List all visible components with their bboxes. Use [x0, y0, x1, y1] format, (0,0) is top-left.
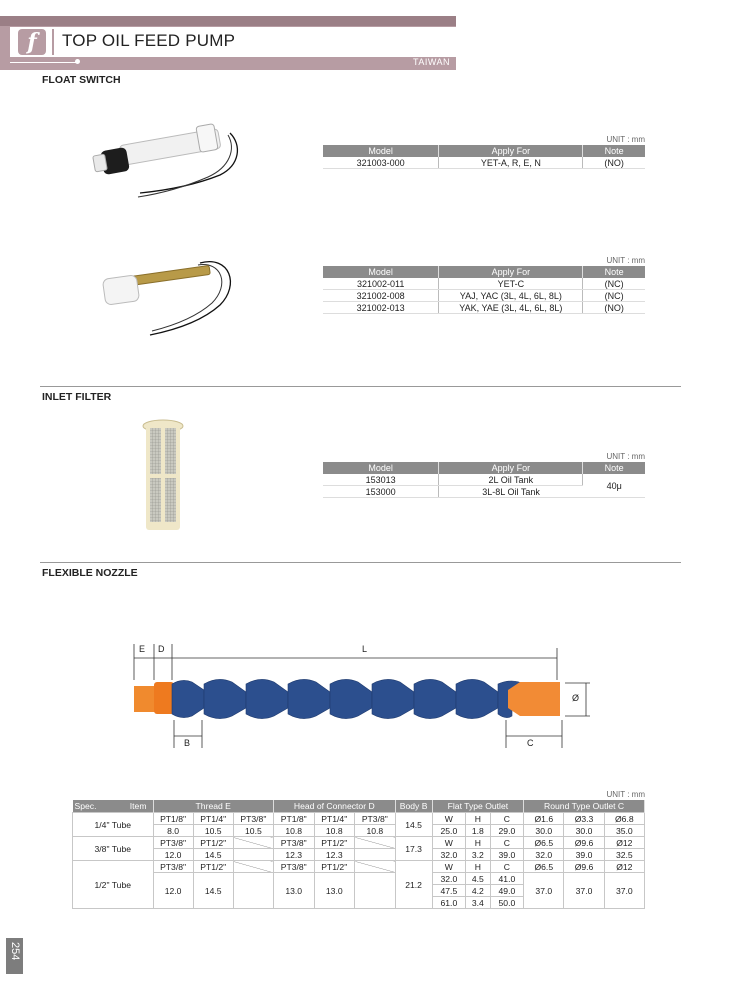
- empty-cell: [355, 873, 396, 909]
- thread-value-cell: 10.5: [233, 825, 273, 837]
- column-header-body: Body B: [395, 800, 432, 813]
- round-value-cell: 37.0: [564, 873, 604, 909]
- flat-value-cell: 32.0: [432, 873, 466, 885]
- table-row: [73, 813, 645, 825]
- flat-value-cell: 4.5: [466, 873, 490, 885]
- unit-label-3: UNIT : mm: [606, 452, 645, 461]
- empty-cell: [355, 837, 396, 849]
- thread-spec-cell: PT1/4": [193, 813, 233, 825]
- section-divider: [40, 562, 681, 563]
- dimension-label-d: D: [158, 644, 165, 654]
- page-title: TOP OIL FEED PUMP: [62, 31, 236, 50]
- header-accent-dot: [75, 59, 80, 64]
- thread-spec-cell: PT3/8": [153, 837, 193, 849]
- column-header-apply-for: Apply For: [439, 266, 583, 278]
- thread-value-cell: 14.5: [193, 849, 233, 861]
- column-header-note: Note: [583, 145, 645, 157]
- table-row: [323, 157, 645, 169]
- round-header-cell: Ø12: [604, 837, 644, 849]
- head-spec-cell: PT1/2": [314, 837, 355, 849]
- table-row: [73, 849, 645, 861]
- round-value-cell: 30.0: [564, 825, 604, 837]
- model-cell: 321002-013: [323, 302, 439, 314]
- head-spec-cell: PT3/8": [273, 837, 314, 849]
- column-header-note: Note: [583, 462, 645, 474]
- float-switch-image-1: [80, 115, 245, 200]
- head-spec-cell: PT3/8": [355, 813, 396, 825]
- column-header-round: Round Type Outlet C: [524, 800, 645, 813]
- table-row: [323, 278, 645, 290]
- round-value-cell: 39.0: [564, 849, 604, 861]
- column-header-apply-for: Apply For: [439, 145, 583, 157]
- flat-value-cell: 3.2: [466, 849, 490, 861]
- thread-value-cell: 12.0: [153, 873, 193, 909]
- round-header-cell: Ø3.3: [564, 813, 604, 825]
- round-value-cell: 32.0: [524, 849, 564, 861]
- round-header-cell: Ø1.6: [524, 813, 564, 825]
- apply-cell: YET-C: [439, 278, 583, 290]
- note-cell: 40μ: [583, 474, 645, 498]
- flat-value-cell: 3.4: [466, 897, 490, 909]
- head-value-cell: 13.0: [273, 873, 314, 909]
- float-switch-table-1: [323, 145, 645, 169]
- empty-cell: [233, 849, 273, 861]
- flat-value-cell: 25.0: [432, 825, 466, 837]
- column-header-head: Head of Connector D: [273, 800, 395, 813]
- flat-header-cell: H: [466, 837, 490, 849]
- apply-cell: YAJ, YAC (3L, 4L, 6L, 8L): [439, 290, 583, 302]
- unit-label-4: UNIT : mm: [606, 790, 645, 799]
- empty-cell: [355, 849, 396, 861]
- flat-value-cell: 39.0: [490, 849, 524, 861]
- empty-cell: [355, 861, 396, 873]
- spec-label: Spec.: [74, 801, 97, 811]
- spec-name-cell: 1/2" Tube: [73, 861, 154, 909]
- table-row: [73, 837, 645, 849]
- section-title-inlet-filter: INLET FILTER: [42, 391, 112, 403]
- round-value-cell: 37.0: [604, 873, 644, 909]
- thread-spec-cell: PT1/2": [193, 861, 233, 873]
- header-accent-line: [10, 62, 76, 63]
- flat-value-cell: 41.0: [490, 873, 524, 885]
- column-header-apply-for: Apply For: [439, 462, 583, 474]
- column-header-spec-item: [73, 800, 154, 813]
- body-cell: 21.2: [395, 861, 432, 909]
- round-value-cell: 32.5: [604, 849, 644, 861]
- unit-label-1: UNIT : mm: [606, 135, 645, 144]
- head-value-cell: 10.8: [355, 825, 396, 837]
- head-spec-cell: PT3/8": [273, 861, 314, 873]
- float-switch-image-2: [90, 255, 240, 340]
- thread-value-cell: 14.5: [193, 873, 233, 909]
- round-header-cell: Ø9.6: [564, 837, 604, 849]
- apply-cell: YAK, YAE (3L, 4L, 6L, 8L): [439, 302, 583, 314]
- page-number-tab: [6, 938, 22, 974]
- head-spec-cell: PT1/8": [273, 813, 314, 825]
- flat-header-cell: C: [490, 861, 524, 873]
- round-value-cell: 35.0: [604, 825, 644, 837]
- table-row: [73, 861, 645, 873]
- body-cell: 14.5: [395, 813, 432, 837]
- model-cell: 321002-008: [323, 290, 439, 302]
- column-header-thread: Thread E: [153, 800, 273, 813]
- dimension-label-diameter: Ø: [572, 693, 580, 703]
- model-cell: 321003-000: [323, 157, 439, 169]
- note-cell: (NO): [583, 302, 645, 314]
- apply-cell: YET-A, R, E, N: [439, 157, 583, 169]
- flat-value-cell: 4.2: [466, 885, 490, 897]
- round-header-cell: Ø9.6: [564, 861, 604, 873]
- round-header-cell: Ø6.8: [604, 813, 644, 825]
- model-cell: 153000: [323, 486, 439, 498]
- flat-value-cell: 50.0: [490, 897, 524, 909]
- table-row: [323, 474, 645, 486]
- thread-spec-cell: PT3/8": [233, 813, 273, 825]
- column-header-flat: Flat Type Outlet: [432, 800, 524, 813]
- round-value-cell: 30.0: [524, 825, 564, 837]
- round-header-cell: Ø12: [604, 861, 644, 873]
- empty-cell: [233, 837, 273, 849]
- head-spec-cell: PT1/2": [314, 861, 355, 873]
- thread-spec-cell: PT1/2": [193, 837, 233, 849]
- head-value-cell: 12.3: [273, 849, 314, 861]
- apply-cell: 3L-8L Oil Tank: [439, 486, 583, 498]
- model-cell: 321002-011: [323, 278, 439, 290]
- header-top-strip: [0, 16, 456, 26]
- column-header-model: Model: [323, 145, 439, 157]
- apply-cell: 2L Oil Tank: [439, 474, 583, 486]
- flat-header-cell: H: [466, 861, 490, 873]
- dimension-label-e: E: [139, 644, 146, 654]
- flat-header-cell: W: [432, 837, 466, 849]
- float-switch-table-2: [323, 266, 645, 314]
- head-value-cell: 10.8: [273, 825, 314, 837]
- thread-value-cell: 12.0: [153, 849, 193, 861]
- thread-spec-cell: PT1/8": [153, 813, 193, 825]
- head-value-cell: 12.3: [314, 849, 355, 861]
- thread-value-cell: 8.0: [153, 825, 193, 837]
- flat-value-cell: 61.0: [432, 897, 466, 909]
- round-header-cell: Ø6.5: [524, 837, 564, 849]
- thread-value-cell: 10.5: [193, 825, 233, 837]
- brand-logo: f: [18, 29, 46, 55]
- round-value-cell: 37.0: [524, 873, 564, 909]
- column-header-note: Note: [583, 266, 645, 278]
- header-divider: [52, 29, 54, 55]
- flat-header-cell: C: [490, 837, 524, 849]
- item-label: Item: [129, 801, 147, 811]
- table-row: [323, 302, 645, 314]
- column-header-model: Model: [323, 462, 439, 474]
- spec-name-cell: 3/8" Tube: [73, 837, 154, 861]
- flat-header-cell: W: [432, 813, 466, 825]
- note-cell: (NO): [583, 157, 645, 169]
- flat-value-cell: 47.5: [432, 885, 466, 897]
- table-row: [73, 873, 645, 885]
- section-divider: [40, 386, 681, 387]
- flat-header-cell: W: [432, 861, 466, 873]
- flat-value-cell: 32.0: [432, 849, 466, 861]
- country-label: TAIWAN: [413, 57, 450, 67]
- dimension-label-b: B: [184, 738, 191, 748]
- flat-header-cell: H: [466, 813, 490, 825]
- thread-spec-cell: PT3/8": [153, 861, 193, 873]
- table-row: [73, 825, 645, 837]
- flat-value-cell: 29.0: [490, 825, 524, 837]
- head-value-cell: 13.0: [314, 873, 355, 909]
- page-number: 254: [9, 942, 21, 961]
- head-spec-cell: PT1/4": [314, 813, 355, 825]
- nozzle-spec-table: [72, 800, 645, 909]
- table-row: [323, 290, 645, 302]
- column-header-model: Model: [323, 266, 439, 278]
- head-value-cell: 10.8: [314, 825, 355, 837]
- dimension-label-l: L: [362, 644, 368, 654]
- section-title-float-switch: FLOAT SWITCH: [42, 74, 121, 86]
- inlet-filter-table: [323, 462, 645, 498]
- model-cell: 153013: [323, 474, 439, 486]
- page-number-rule: [22, 938, 23, 974]
- flat-value-cell: 49.0: [490, 885, 524, 897]
- section-title-flexible-nozzle: FLEXIBLE NOZZLE: [42, 567, 138, 579]
- flat-value-cell: 1.8: [466, 825, 490, 837]
- empty-cell: [233, 873, 273, 909]
- empty-cell: [233, 861, 273, 873]
- inlet-filter-image: [140, 418, 186, 534]
- flat-header-cell: C: [490, 813, 524, 825]
- body-cell: 17.3: [395, 837, 432, 861]
- round-header-cell: Ø6.5: [524, 861, 564, 873]
- dimension-label-c: C: [527, 738, 534, 748]
- spec-name-cell: 1/4" Tube: [73, 813, 154, 837]
- unit-label-2: UNIT : mm: [606, 256, 645, 265]
- note-cell: (NC): [583, 290, 645, 302]
- note-cell: (NC): [583, 278, 645, 290]
